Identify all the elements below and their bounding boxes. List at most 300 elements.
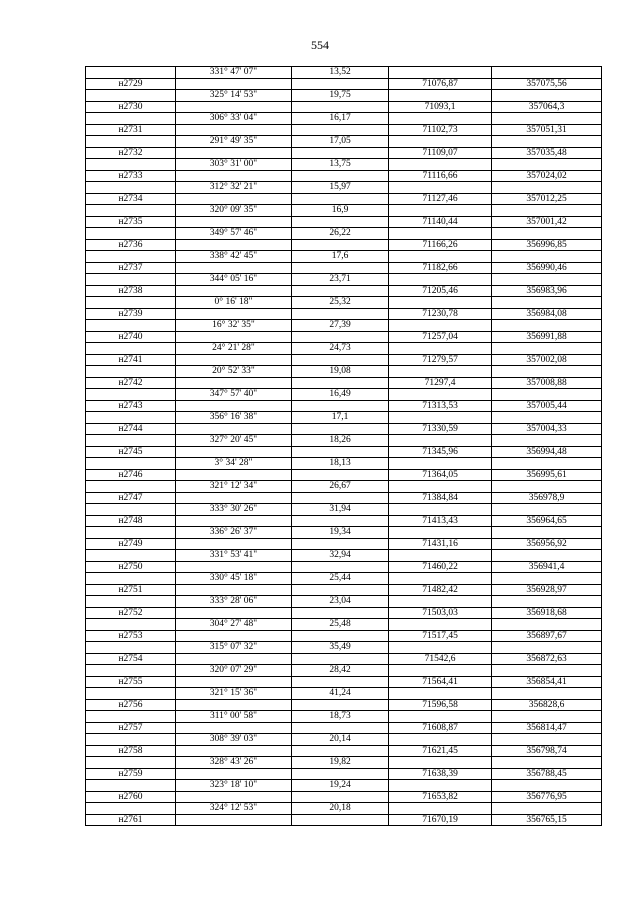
angle-cell: 331° 53' 41" bbox=[176, 550, 292, 562]
x-coordinate-cell: 71093,1 bbox=[389, 101, 492, 113]
table-row bbox=[86, 711, 602, 723]
x-coordinate-cell: 71621,45 bbox=[389, 745, 492, 757]
point-cell bbox=[86, 458, 176, 470]
point-cell: н2738 bbox=[86, 285, 176, 297]
table-row bbox=[86, 550, 602, 562]
x-coordinate-cell bbox=[389, 320, 492, 332]
table-row bbox=[86, 159, 602, 171]
table-row bbox=[86, 193, 602, 205]
table-row bbox=[86, 366, 602, 378]
x-coordinate-cell: 71205,46 bbox=[389, 285, 492, 297]
table-row bbox=[86, 607, 602, 619]
table-row bbox=[86, 699, 602, 711]
table-row bbox=[86, 262, 602, 274]
table-row bbox=[86, 630, 602, 642]
angle-cell bbox=[176, 745, 292, 757]
angle-cell: 303° 31' 00" bbox=[176, 159, 292, 171]
x-coordinate-cell bbox=[389, 389, 492, 401]
y-coordinate-cell bbox=[492, 642, 602, 654]
distance-cell bbox=[292, 446, 389, 458]
point-cell: н2753 bbox=[86, 630, 176, 642]
y-coordinate-cell: 356964,65 bbox=[492, 515, 602, 527]
y-coordinate-cell bbox=[492, 159, 602, 171]
table-row bbox=[86, 274, 602, 286]
x-coordinate-cell bbox=[389, 136, 492, 148]
y-coordinate-cell: 356788,45 bbox=[492, 768, 602, 780]
point-cell bbox=[86, 366, 176, 378]
table-row bbox=[86, 538, 602, 550]
distance-cell: 16,49 bbox=[292, 389, 389, 401]
angle-cell: 328° 43' 26" bbox=[176, 757, 292, 769]
x-coordinate-cell bbox=[389, 435, 492, 447]
y-coordinate-cell: 356995,61 bbox=[492, 469, 602, 481]
y-coordinate-cell: 357001,42 bbox=[492, 216, 602, 228]
point-cell bbox=[86, 688, 176, 700]
table-row bbox=[86, 527, 602, 539]
distance-cell bbox=[292, 377, 389, 389]
angle-cell: 336° 26' 37" bbox=[176, 527, 292, 539]
point-cell bbox=[86, 481, 176, 493]
y-coordinate-cell: 356798,74 bbox=[492, 745, 602, 757]
distance-cell: 25,32 bbox=[292, 297, 389, 309]
table-row bbox=[86, 768, 602, 780]
y-coordinate-cell bbox=[492, 734, 602, 746]
distance-cell: 23,71 bbox=[292, 274, 389, 286]
angle-cell bbox=[176, 193, 292, 205]
angle-cell: 324° 12' 53" bbox=[176, 803, 292, 815]
point-cell: н2734 bbox=[86, 193, 176, 205]
y-coordinate-cell: 357075,56 bbox=[492, 78, 602, 90]
point-cell: н2758 bbox=[86, 745, 176, 757]
point-cell bbox=[86, 297, 176, 309]
table-row bbox=[86, 331, 602, 343]
y-coordinate-cell: 357012,25 bbox=[492, 193, 602, 205]
x-coordinate-cell: 71182,66 bbox=[389, 262, 492, 274]
x-coordinate-cell: 71109,07 bbox=[389, 147, 492, 159]
y-coordinate-cell bbox=[492, 688, 602, 700]
x-coordinate-cell: 71608,87 bbox=[389, 722, 492, 734]
y-coordinate-cell bbox=[492, 343, 602, 355]
table-row bbox=[86, 354, 602, 366]
point-cell: н2737 bbox=[86, 262, 176, 274]
y-coordinate-cell: 356897,67 bbox=[492, 630, 602, 642]
angle-cell: 291° 49' 35" bbox=[176, 136, 292, 148]
x-coordinate-cell bbox=[389, 596, 492, 608]
distance-cell: 19,82 bbox=[292, 757, 389, 769]
x-coordinate-cell bbox=[389, 481, 492, 493]
angle-cell: 327° 20' 45" bbox=[176, 435, 292, 447]
angle-cell bbox=[176, 377, 292, 389]
angle-cell: 356° 16' 38" bbox=[176, 412, 292, 424]
distance-cell: 19,75 bbox=[292, 90, 389, 102]
table-row bbox=[86, 320, 602, 332]
angle-cell: 16° 32' 35" bbox=[176, 320, 292, 332]
distance-cell: 16,9 bbox=[292, 205, 389, 217]
x-coordinate-cell: 71564,41 bbox=[389, 676, 492, 688]
y-coordinate-cell bbox=[492, 366, 602, 378]
x-coordinate-cell: 71330,59 bbox=[389, 423, 492, 435]
angle-cell bbox=[176, 400, 292, 412]
y-coordinate-cell: 356765,15 bbox=[492, 814, 602, 826]
angle-cell bbox=[176, 699, 292, 711]
x-coordinate-cell bbox=[389, 343, 492, 355]
x-coordinate-cell bbox=[389, 734, 492, 746]
x-coordinate-cell: 71230,78 bbox=[389, 308, 492, 320]
x-coordinate-cell: 71482,42 bbox=[389, 584, 492, 596]
x-coordinate-cell bbox=[389, 642, 492, 654]
distance-cell bbox=[292, 492, 389, 504]
angle-cell bbox=[176, 216, 292, 228]
table-row bbox=[86, 412, 602, 424]
point-cell: н2735 bbox=[86, 216, 176, 228]
distance-cell bbox=[292, 699, 389, 711]
point-cell bbox=[86, 550, 176, 562]
y-coordinate-cell: 356983,96 bbox=[492, 285, 602, 297]
point-cell: н2755 bbox=[86, 676, 176, 688]
distance-cell: 24,73 bbox=[292, 343, 389, 355]
point-cell: н2733 bbox=[86, 170, 176, 182]
point-cell bbox=[86, 596, 176, 608]
x-coordinate-cell: 71127,46 bbox=[389, 193, 492, 205]
x-coordinate-cell: 71413,43 bbox=[389, 515, 492, 527]
distance-cell bbox=[292, 538, 389, 550]
y-coordinate-cell bbox=[492, 297, 602, 309]
x-coordinate-cell bbox=[389, 274, 492, 286]
x-coordinate-cell bbox=[389, 297, 492, 309]
table-row bbox=[86, 596, 602, 608]
angle-cell: 349° 57' 46" bbox=[176, 228, 292, 240]
point-cell bbox=[86, 757, 176, 769]
angle-cell: 308° 39' 03" bbox=[176, 734, 292, 746]
table-row bbox=[86, 67, 602, 79]
y-coordinate-cell bbox=[492, 435, 602, 447]
table-row bbox=[86, 113, 602, 125]
angle-cell: 325° 14' 53" bbox=[176, 90, 292, 102]
y-coordinate-cell bbox=[492, 711, 602, 723]
y-coordinate-cell: 357035,48 bbox=[492, 147, 602, 159]
point-cell: н2752 bbox=[86, 607, 176, 619]
x-coordinate-cell: 71116,66 bbox=[389, 170, 492, 182]
table-row bbox=[86, 377, 602, 389]
angle-cell: 333° 28' 06" bbox=[176, 596, 292, 608]
x-coordinate-cell: 71364,05 bbox=[389, 469, 492, 481]
point-cell: н2739 bbox=[86, 308, 176, 320]
x-coordinate-cell: 71313,53 bbox=[389, 400, 492, 412]
distance-cell bbox=[292, 515, 389, 527]
table-row bbox=[86, 182, 602, 194]
table-row bbox=[86, 147, 602, 159]
point-cell bbox=[86, 343, 176, 355]
coordinates-table-body bbox=[86, 67, 602, 826]
x-coordinate-cell bbox=[389, 665, 492, 677]
table-row bbox=[86, 400, 602, 412]
angle-cell bbox=[176, 653, 292, 665]
table-row bbox=[86, 228, 602, 240]
distance-cell: 26,22 bbox=[292, 228, 389, 240]
point-cell bbox=[86, 159, 176, 171]
x-coordinate-cell bbox=[389, 205, 492, 217]
x-coordinate-cell bbox=[389, 803, 492, 815]
angle-cell: 3° 34' 28" bbox=[176, 458, 292, 470]
x-coordinate-cell bbox=[389, 504, 492, 516]
y-coordinate-cell bbox=[492, 803, 602, 815]
y-coordinate-cell: 356978,9 bbox=[492, 492, 602, 504]
y-coordinate-cell bbox=[492, 205, 602, 217]
y-coordinate-cell bbox=[492, 780, 602, 792]
distance-cell: 13,75 bbox=[292, 159, 389, 171]
angle-cell bbox=[176, 308, 292, 320]
angle-cell bbox=[176, 791, 292, 803]
y-coordinate-cell: 356814,47 bbox=[492, 722, 602, 734]
distance-cell bbox=[292, 262, 389, 274]
point-cell: н2751 bbox=[86, 584, 176, 596]
angle-cell: 311° 00' 58" bbox=[176, 711, 292, 723]
point-cell: н2746 bbox=[86, 469, 176, 481]
distance-cell: 19,24 bbox=[292, 780, 389, 792]
table-row bbox=[86, 504, 602, 516]
table-row bbox=[86, 584, 602, 596]
table-row bbox=[86, 458, 602, 470]
angle-cell: 323° 18' 10" bbox=[176, 780, 292, 792]
point-cell: н2729 bbox=[86, 78, 176, 90]
x-coordinate-cell bbox=[389, 458, 492, 470]
point-cell bbox=[86, 412, 176, 424]
distance-cell: 26,67 bbox=[292, 481, 389, 493]
distance-cell bbox=[292, 285, 389, 297]
table-row bbox=[86, 492, 602, 504]
table-row bbox=[86, 676, 602, 688]
point-cell bbox=[86, 527, 176, 539]
distance-cell bbox=[292, 124, 389, 136]
point-cell: н2754 bbox=[86, 653, 176, 665]
distance-cell: 17,05 bbox=[292, 136, 389, 148]
x-coordinate-cell bbox=[389, 573, 492, 585]
point-cell bbox=[86, 389, 176, 401]
distance-cell bbox=[292, 607, 389, 619]
table-row bbox=[86, 642, 602, 654]
table-row bbox=[86, 481, 602, 493]
table-row bbox=[86, 688, 602, 700]
y-coordinate-cell bbox=[492, 504, 602, 516]
point-cell: н2750 bbox=[86, 561, 176, 573]
x-coordinate-cell bbox=[389, 688, 492, 700]
angle-cell bbox=[176, 561, 292, 573]
x-coordinate-cell bbox=[389, 550, 492, 562]
distance-cell: 18,26 bbox=[292, 435, 389, 447]
point-cell bbox=[86, 665, 176, 677]
y-coordinate-cell: 357008,88 bbox=[492, 377, 602, 389]
angle-cell bbox=[176, 331, 292, 343]
point-cell: н2736 bbox=[86, 239, 176, 251]
x-coordinate-cell bbox=[389, 619, 492, 631]
table-row bbox=[86, 101, 602, 113]
distance-cell bbox=[292, 653, 389, 665]
y-coordinate-cell: 357002,08 bbox=[492, 354, 602, 366]
angle-cell bbox=[176, 354, 292, 366]
angle-cell: 304° 27' 48" bbox=[176, 619, 292, 631]
distance-cell bbox=[292, 101, 389, 113]
angle-cell bbox=[176, 78, 292, 90]
point-cell bbox=[86, 504, 176, 516]
y-coordinate-cell bbox=[492, 251, 602, 263]
table-row bbox=[86, 124, 602, 136]
point-cell: н2759 bbox=[86, 768, 176, 780]
distance-cell: 27,39 bbox=[292, 320, 389, 332]
distance-cell: 18,73 bbox=[292, 711, 389, 723]
distance-cell bbox=[292, 147, 389, 159]
point-cell: н2740 bbox=[86, 331, 176, 343]
table-row bbox=[86, 78, 602, 90]
distance-cell: 28,42 bbox=[292, 665, 389, 677]
table-row bbox=[86, 780, 602, 792]
y-coordinate-cell: 356984,08 bbox=[492, 308, 602, 320]
x-coordinate-cell: 71257,04 bbox=[389, 331, 492, 343]
point-cell: н2761 bbox=[86, 814, 176, 826]
distance-cell bbox=[292, 354, 389, 366]
point-cell bbox=[86, 320, 176, 332]
distance-cell bbox=[292, 676, 389, 688]
y-coordinate-cell bbox=[492, 274, 602, 286]
point-cell: н2756 bbox=[86, 699, 176, 711]
table-row bbox=[86, 423, 602, 435]
distance-cell: 16,17 bbox=[292, 113, 389, 125]
table-row bbox=[86, 216, 602, 228]
x-coordinate-cell bbox=[389, 228, 492, 240]
point-cell bbox=[86, 711, 176, 723]
distance-cell bbox=[292, 745, 389, 757]
distance-cell bbox=[292, 561, 389, 573]
y-coordinate-cell bbox=[492, 527, 602, 539]
angle-cell: 320° 09' 35" bbox=[176, 205, 292, 217]
page-number: 554 bbox=[311, 38, 329, 52]
distance-cell bbox=[292, 722, 389, 734]
x-coordinate-cell: 71517,45 bbox=[389, 630, 492, 642]
angle-cell bbox=[176, 423, 292, 435]
point-cell bbox=[86, 274, 176, 286]
y-coordinate-cell bbox=[492, 320, 602, 332]
x-coordinate-cell: 71653,82 bbox=[389, 791, 492, 803]
point-cell bbox=[86, 780, 176, 792]
table-row bbox=[86, 665, 602, 677]
point-cell: н2743 bbox=[86, 400, 176, 412]
x-coordinate-cell: 71076,87 bbox=[389, 78, 492, 90]
angle-cell bbox=[176, 676, 292, 688]
table-row bbox=[86, 653, 602, 665]
point-cell bbox=[86, 251, 176, 263]
x-coordinate-cell: 71503,03 bbox=[389, 607, 492, 619]
x-coordinate-cell bbox=[389, 780, 492, 792]
angle-cell: 24° 21' 28" bbox=[176, 343, 292, 355]
distance-cell bbox=[292, 814, 389, 826]
y-coordinate-cell bbox=[492, 573, 602, 585]
point-cell bbox=[86, 803, 176, 815]
table-row bbox=[86, 136, 602, 148]
distance-cell bbox=[292, 630, 389, 642]
table-row bbox=[86, 745, 602, 757]
x-coordinate-cell: 71384,84 bbox=[389, 492, 492, 504]
angle-cell: 333° 30' 26" bbox=[176, 504, 292, 516]
distance-cell: 23,04 bbox=[292, 596, 389, 608]
table-row bbox=[86, 814, 602, 826]
y-coordinate-cell: 356776,95 bbox=[492, 791, 602, 803]
table-row bbox=[86, 515, 602, 527]
table-row bbox=[86, 435, 602, 447]
angle-cell bbox=[176, 124, 292, 136]
point-cell: н2742 bbox=[86, 377, 176, 389]
y-coordinate-cell: 356990,46 bbox=[492, 262, 602, 274]
angle-cell: 320° 07' 29" bbox=[176, 665, 292, 677]
angle-cell: 347° 57' 40" bbox=[176, 389, 292, 401]
distance-cell bbox=[292, 239, 389, 251]
distance-cell bbox=[292, 584, 389, 596]
distance-cell: 20,18 bbox=[292, 803, 389, 815]
distance-cell: 19,34 bbox=[292, 527, 389, 539]
angle-cell bbox=[176, 492, 292, 504]
distance-cell: 35,49 bbox=[292, 642, 389, 654]
y-coordinate-cell: 356991,88 bbox=[492, 331, 602, 343]
x-coordinate-cell: 71297,4 bbox=[389, 377, 492, 389]
y-coordinate-cell bbox=[492, 90, 602, 102]
y-coordinate-cell bbox=[492, 389, 602, 401]
table-row bbox=[86, 308, 602, 320]
y-coordinate-cell: 356996,85 bbox=[492, 239, 602, 251]
y-coordinate-cell bbox=[492, 481, 602, 493]
x-coordinate-cell: 71542,6 bbox=[389, 653, 492, 665]
angle-cell: 20° 52' 33" bbox=[176, 366, 292, 378]
point-cell bbox=[86, 67, 176, 79]
distance-cell bbox=[292, 170, 389, 182]
table-row bbox=[86, 803, 602, 815]
angle-cell bbox=[176, 446, 292, 458]
angle-cell: 321° 12' 34" bbox=[176, 481, 292, 493]
distance-cell: 18,13 bbox=[292, 458, 389, 470]
distance-cell: 15,97 bbox=[292, 182, 389, 194]
x-coordinate-cell bbox=[389, 90, 492, 102]
angle-cell bbox=[176, 239, 292, 251]
point-cell bbox=[86, 182, 176, 194]
distance-cell: 19,08 bbox=[292, 366, 389, 378]
distance-cell: 25,48 bbox=[292, 619, 389, 631]
angle-cell: 306° 33' 04" bbox=[176, 113, 292, 125]
point-cell: н2744 bbox=[86, 423, 176, 435]
distance-cell bbox=[292, 193, 389, 205]
x-coordinate-cell bbox=[389, 159, 492, 171]
y-coordinate-cell bbox=[492, 619, 602, 631]
y-coordinate-cell bbox=[492, 665, 602, 677]
y-coordinate-cell: 356994,48 bbox=[492, 446, 602, 458]
x-coordinate-cell: 71596,58 bbox=[389, 699, 492, 711]
distance-cell bbox=[292, 469, 389, 481]
angle-cell: 0° 16' 18" bbox=[176, 297, 292, 309]
distance-cell: 41,24 bbox=[292, 688, 389, 700]
table-row bbox=[86, 722, 602, 734]
y-coordinate-cell bbox=[492, 596, 602, 608]
table-row bbox=[86, 561, 602, 573]
table-row bbox=[86, 343, 602, 355]
table-row bbox=[86, 573, 602, 585]
angle-cell bbox=[176, 147, 292, 159]
x-coordinate-cell bbox=[389, 711, 492, 723]
point-cell bbox=[86, 228, 176, 240]
point-cell: н2757 bbox=[86, 722, 176, 734]
point-cell bbox=[86, 136, 176, 148]
x-coordinate-cell: 71431,16 bbox=[389, 538, 492, 550]
y-coordinate-cell bbox=[492, 136, 602, 148]
distance-cell bbox=[292, 400, 389, 412]
point-cell: н2747 bbox=[86, 492, 176, 504]
table-row bbox=[86, 757, 602, 769]
x-coordinate-cell bbox=[389, 527, 492, 539]
